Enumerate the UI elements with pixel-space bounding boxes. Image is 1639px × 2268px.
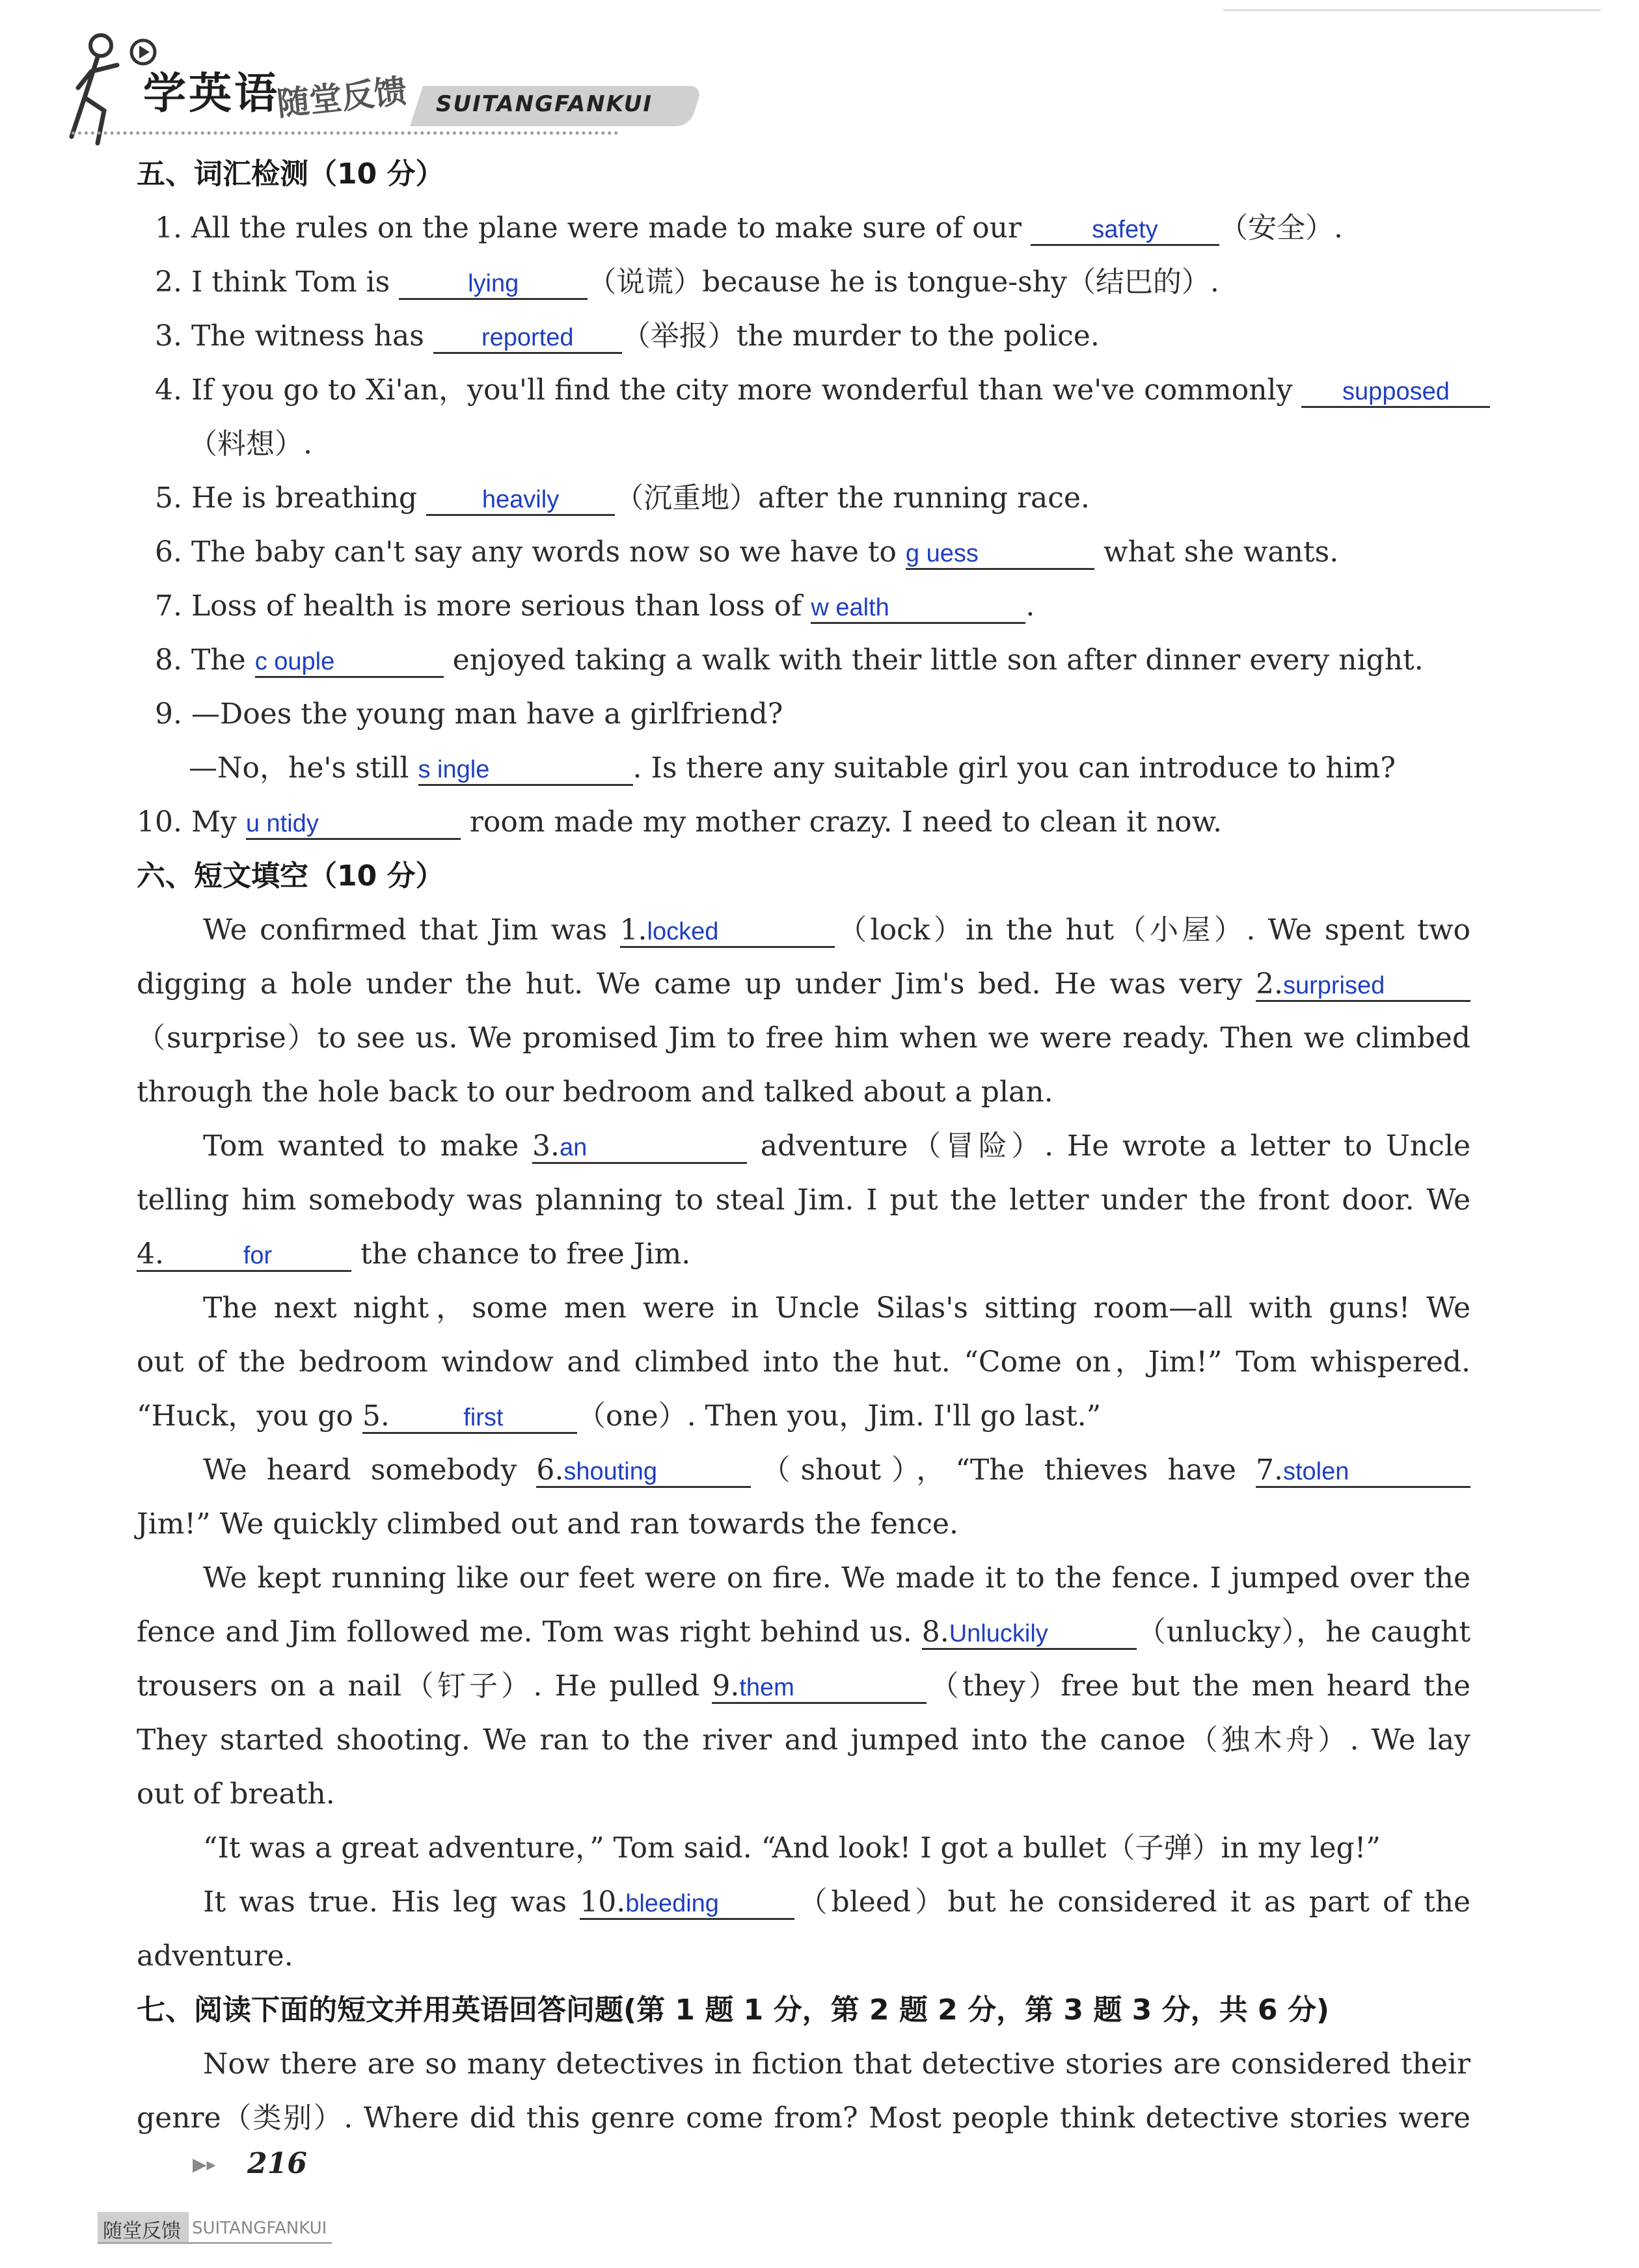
- answer-blank: heavily: [426, 485, 615, 516]
- vocab-item-9-answer: —No，he's still s ingle . Is there any suitable girl you can introduce to him?: [189, 751, 1396, 785]
- answer-blank: s ingle: [418, 755, 633, 786]
- header-subtitle-en: SUITANGFANKUI: [436, 91, 653, 117]
- passage-line: adventure.: [137, 1939, 293, 1973]
- vocab-item-4-cont: （料想）.: [189, 427, 312, 461]
- answer-blank: 1. locked: [620, 917, 835, 948]
- passage-line: They started shooting. We ran to the river and jumped into the canoe（独木舟）. We lay: [137, 1723, 1470, 1757]
- passage-line: out of the bedroom window and climbed into the hut. “Come on，Jim!” Tom whispered.: [137, 1345, 1470, 1379]
- top-rule: [1223, 9, 1601, 11]
- answer-blank: 5. first: [362, 1403, 577, 1434]
- passage-line: “Huck，you go 5. first （one）. Then you，Jim. I'll go last.”: [137, 1399, 1102, 1433]
- answer-blank: 7. stolen: [1256, 1457, 1470, 1488]
- vocab-item-5: 5. He is breathing heavily （沉重地）after the running race.: [155, 481, 1090, 515]
- passage-line: “It was a great adventure，” Tom said. “And look! I got a bullet（子弹）in my leg!”: [203, 1831, 1381, 1865]
- answer-blank: c ouple: [255, 647, 444, 678]
- passage-line: Jim!” We quickly climbed out and ran towards the fence.: [137, 1507, 958, 1541]
- page-number: 216: [247, 2147, 307, 2180]
- page-header: [65, 20, 1614, 150]
- answer-blank: u ntidy: [246, 809, 461, 840]
- passage-line: We confirmed that Jim was 1. locked （lock）in the hut（小屋）. We spent two: [203, 913, 1470, 947]
- answer-blank: 9. them: [712, 1673, 927, 1704]
- answer-blank: lying: [399, 269, 588, 300]
- vocab-item-4: 4. If you go to Xi'an，you'll find the city more wonderful than we've commonly supposed: [137, 363, 1470, 417]
- answer-blank: 3. an: [532, 1133, 747, 1164]
- passage-line: digging a hole under the hut. We came up under Jim's bed. He was very 2. surprised: [137, 957, 1470, 1011]
- passage-line: It was true. His leg was 10. bleeding （bleed）but he considered it as part of the: [203, 1885, 1470, 1919]
- vocab-item-9: 9. —Does the young man have a girlfriend?: [155, 697, 783, 731]
- passage-line: （surprise）to see us. We promised Jim to free him when we were ready. Then we climbed: [137, 1021, 1470, 1055]
- passage-line: We kept running like our feet were on fire. We made it to the fence. I jumped over the: [203, 1561, 1470, 1595]
- passage-line: through the hole back to our bedroom and talked about a plan.: [137, 1075, 1053, 1109]
- header-subtitle: 随堂反馈: [275, 72, 409, 124]
- passage-line: out of breath.: [137, 1777, 335, 1811]
- passage-line: genre（类别）. Where did this genre come from? Most people think detective stories were: [137, 2101, 1470, 2135]
- vocab-item-7: 7. Loss of health is more serious than loss of w ealth .: [155, 589, 1035, 623]
- answer-blank: g uess: [906, 539, 1094, 570]
- answer-blank: 6. shouting: [536, 1457, 751, 1488]
- section-6-title: 六、短文填空（10 分）: [137, 859, 444, 893]
- passage-line: The next night，some men were in Uncle Silas's sitting room—all with guns! We: [203, 1291, 1470, 1325]
- answer-blank: supposed: [1301, 377, 1490, 408]
- page-content: [137, 147, 1470, 2145]
- passage-line: Tom wanted to make 3. an adventure（冒险）. He wrote a letter to Uncle: [203, 1129, 1470, 1163]
- header-title: 学英语: [143, 68, 280, 118]
- passage-line: 4. for the chance to free Jim.: [137, 1237, 691, 1271]
- answer-blank: 2. surprised: [1256, 971, 1470, 1002]
- footer-label: 随堂反馈: [103, 2220, 181, 2243]
- vocab-item-8: 8. The c ouple enjoyed taking a walk with their little son after dinner every night.: [155, 643, 1424, 677]
- answer-blank: safety: [1031, 215, 1219, 246]
- header-dotted-rule: [72, 131, 618, 135]
- footer-arrows-icon: ▶▸: [193, 2153, 216, 2175]
- answer-blank: w ealth: [811, 593, 1025, 624]
- section-7-title: 七、阅读下面的短文并用英语回答问题(第 1 题 1 分，第 2 题 2 分，第 3 题 3 分，共 6 分): [137, 1993, 1329, 2027]
- passage-line: Now there are so many detectives in fiction that detective stories are considered their: [203, 2047, 1470, 2081]
- passage-line: telling him somebody was planning to steal Jim. I put the letter under the front door. We: [137, 1183, 1470, 1217]
- vocab-item-1: 1. All the rules on the plane were made to make sure of our safety （安全）.: [155, 211, 1343, 245]
- passage-line: fence and Jim followed me. Tom was right behind us. 8. Unluckily （unlucky），he caught: [137, 1615, 1470, 1649]
- section-5-title: 五、词汇检测（10 分）: [137, 157, 444, 191]
- footer-rule: [98, 2242, 332, 2244]
- answer-blank: reported: [433, 323, 622, 354]
- answer-blank: 4. for: [137, 1241, 351, 1272]
- passage-line: We heard somebody 6. shouting （shout），“The thieves have 7. stolen: [137, 1443, 1470, 1497]
- answer-blank: 10. bleeding: [580, 1889, 794, 1920]
- answer-blank: 8. Unluckily: [922, 1619, 1137, 1650]
- footer-label-en: SUITANGFANKUI: [192, 2219, 327, 2238]
- vocab-item-10: 10. My u ntidy room made my mother crazy. I need to clean it now.: [137, 805, 1223, 839]
- vocab-item-2: 2. I think Tom is lying （说谎）because he is tongue-shy（结巴的）.: [155, 265, 1219, 299]
- vocab-item-6: 6. The baby can't say any words now so we have to g uess what she wants.: [155, 535, 1339, 569]
- passage-line: trousers on a nail（钉子）. He pulled 9. them （they）free but the men heard the: [137, 1669, 1470, 1703]
- vocab-item-3: 3. The witness has reported （举报）the murder to the police.: [155, 319, 1100, 353]
